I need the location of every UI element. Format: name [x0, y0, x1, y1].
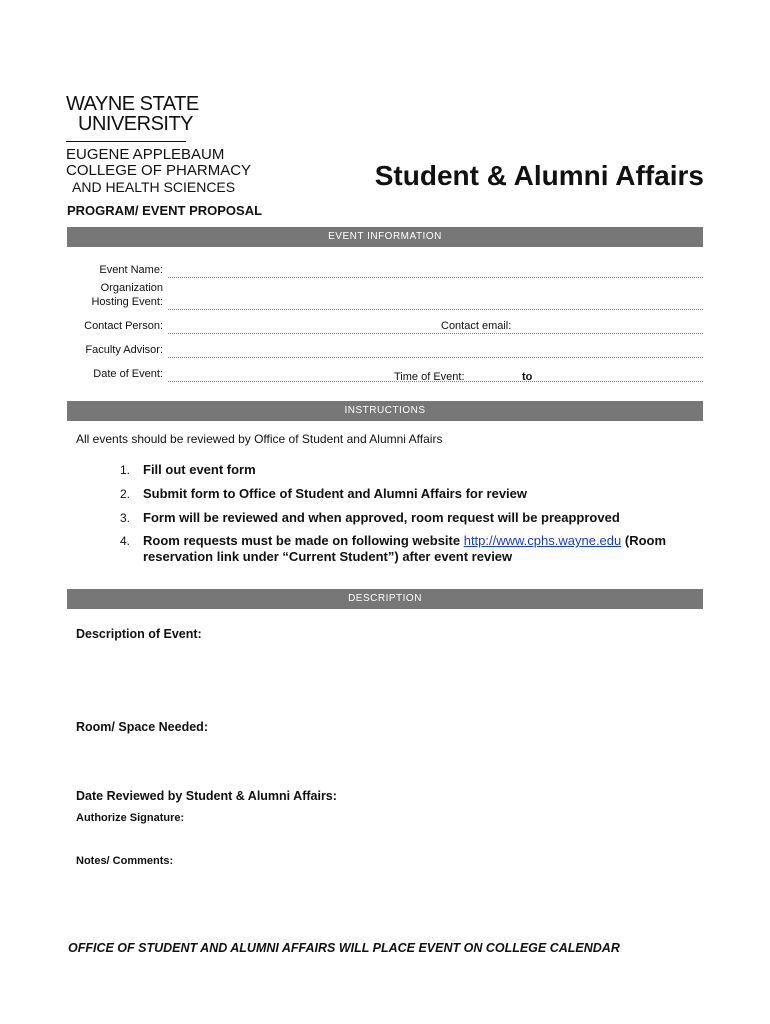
organization-field[interactable] — [168, 309, 703, 310]
event-name-field[interactable] — [168, 277, 703, 278]
contact-email-label: Contact email: — [441, 320, 512, 332]
contact-person-label: Contact Person: — [84, 320, 163, 332]
instructions-intro: All events should be reviewed by Office of Student and Alumni Affairs — [76, 432, 443, 446]
faculty-advisor-field[interactable] — [168, 357, 703, 358]
logo-line-wayne-state: WAYNE STATE — [66, 93, 199, 115]
step-number: 1. — [120, 463, 131, 477]
logo-line-applebaum: EUGENE APPLEBAUM — [66, 146, 225, 163]
logo-divider — [66, 141, 186, 142]
step-text: Form will be reviewed and when approved, room request will be preapproved — [143, 510, 620, 525]
organization-label: Organization Hosting Event: — [91, 282, 163, 308]
logo-line-pharmacy: COLLEGE OF PHARMACY — [66, 162, 252, 179]
cphs-website-link[interactable]: http://www.cphs.wayne.edu — [463, 533, 622, 548]
event-name-label: Event Name: — [99, 264, 163, 276]
time-of-event-label: Time of Event: — [394, 371, 465, 383]
step-text: Submit form to Office of Student and Alumni Affairs for review — [143, 486, 528, 501]
date-reviewed-label: Date Reviewed by Student & Alumni Affairs: — [76, 789, 337, 803]
notes-comments-label: Notes/ Comments: — [76, 855, 174, 867]
step-number: 4. — [120, 534, 131, 548]
room-space-needed-label: Room/ Space Needed: — [76, 720, 208, 734]
logo-line-university: UNIVERSITY — [78, 113, 194, 135]
description-of-event-label: Description of Event: — [76, 627, 202, 641]
proposal-heading: PROGRAM/ EVENT PROPOSAL — [67, 203, 263, 218]
time-to-label: to — [522, 371, 533, 383]
step-text: Room requests must be made on following website http://www.cphs.wayne.edu (Room reservation link under “Current Student”) after event review — [143, 533, 667, 564]
step-text: Fill out event form — [143, 462, 256, 477]
section-bar-event-information: EVENT INFORMATION — [67, 227, 703, 247]
date-of-event-label: Date of Event: — [93, 368, 163, 380]
authorize-signature-label: Authorize Signature: — [76, 812, 185, 824]
section-bar-description: DESCRIPTION — [67, 589, 703, 609]
footer-notice: OFFICE OF STUDENT AND ALUMNI AFFAIRS WILL PLACE EVENT ON COLLEGE CALENDAR — [68, 941, 620, 955]
faculty-advisor-label: Faculty Advisor: — [85, 344, 163, 356]
section-bar-instructions: INSTRUCTIONS — [67, 401, 703, 421]
step-number: 3. — [120, 511, 131, 525]
step-number: 2. — [120, 487, 131, 501]
contact-person-field[interactable] — [168, 333, 703, 334]
logo-line-health-sciences: AND HEALTH SCIENCES — [72, 179, 236, 195]
page-title: Student & Alumni Affairs — [374, 160, 704, 191]
college-logo — [66, 93, 252, 195]
date-of-event-field[interactable] — [168, 381, 703, 382]
